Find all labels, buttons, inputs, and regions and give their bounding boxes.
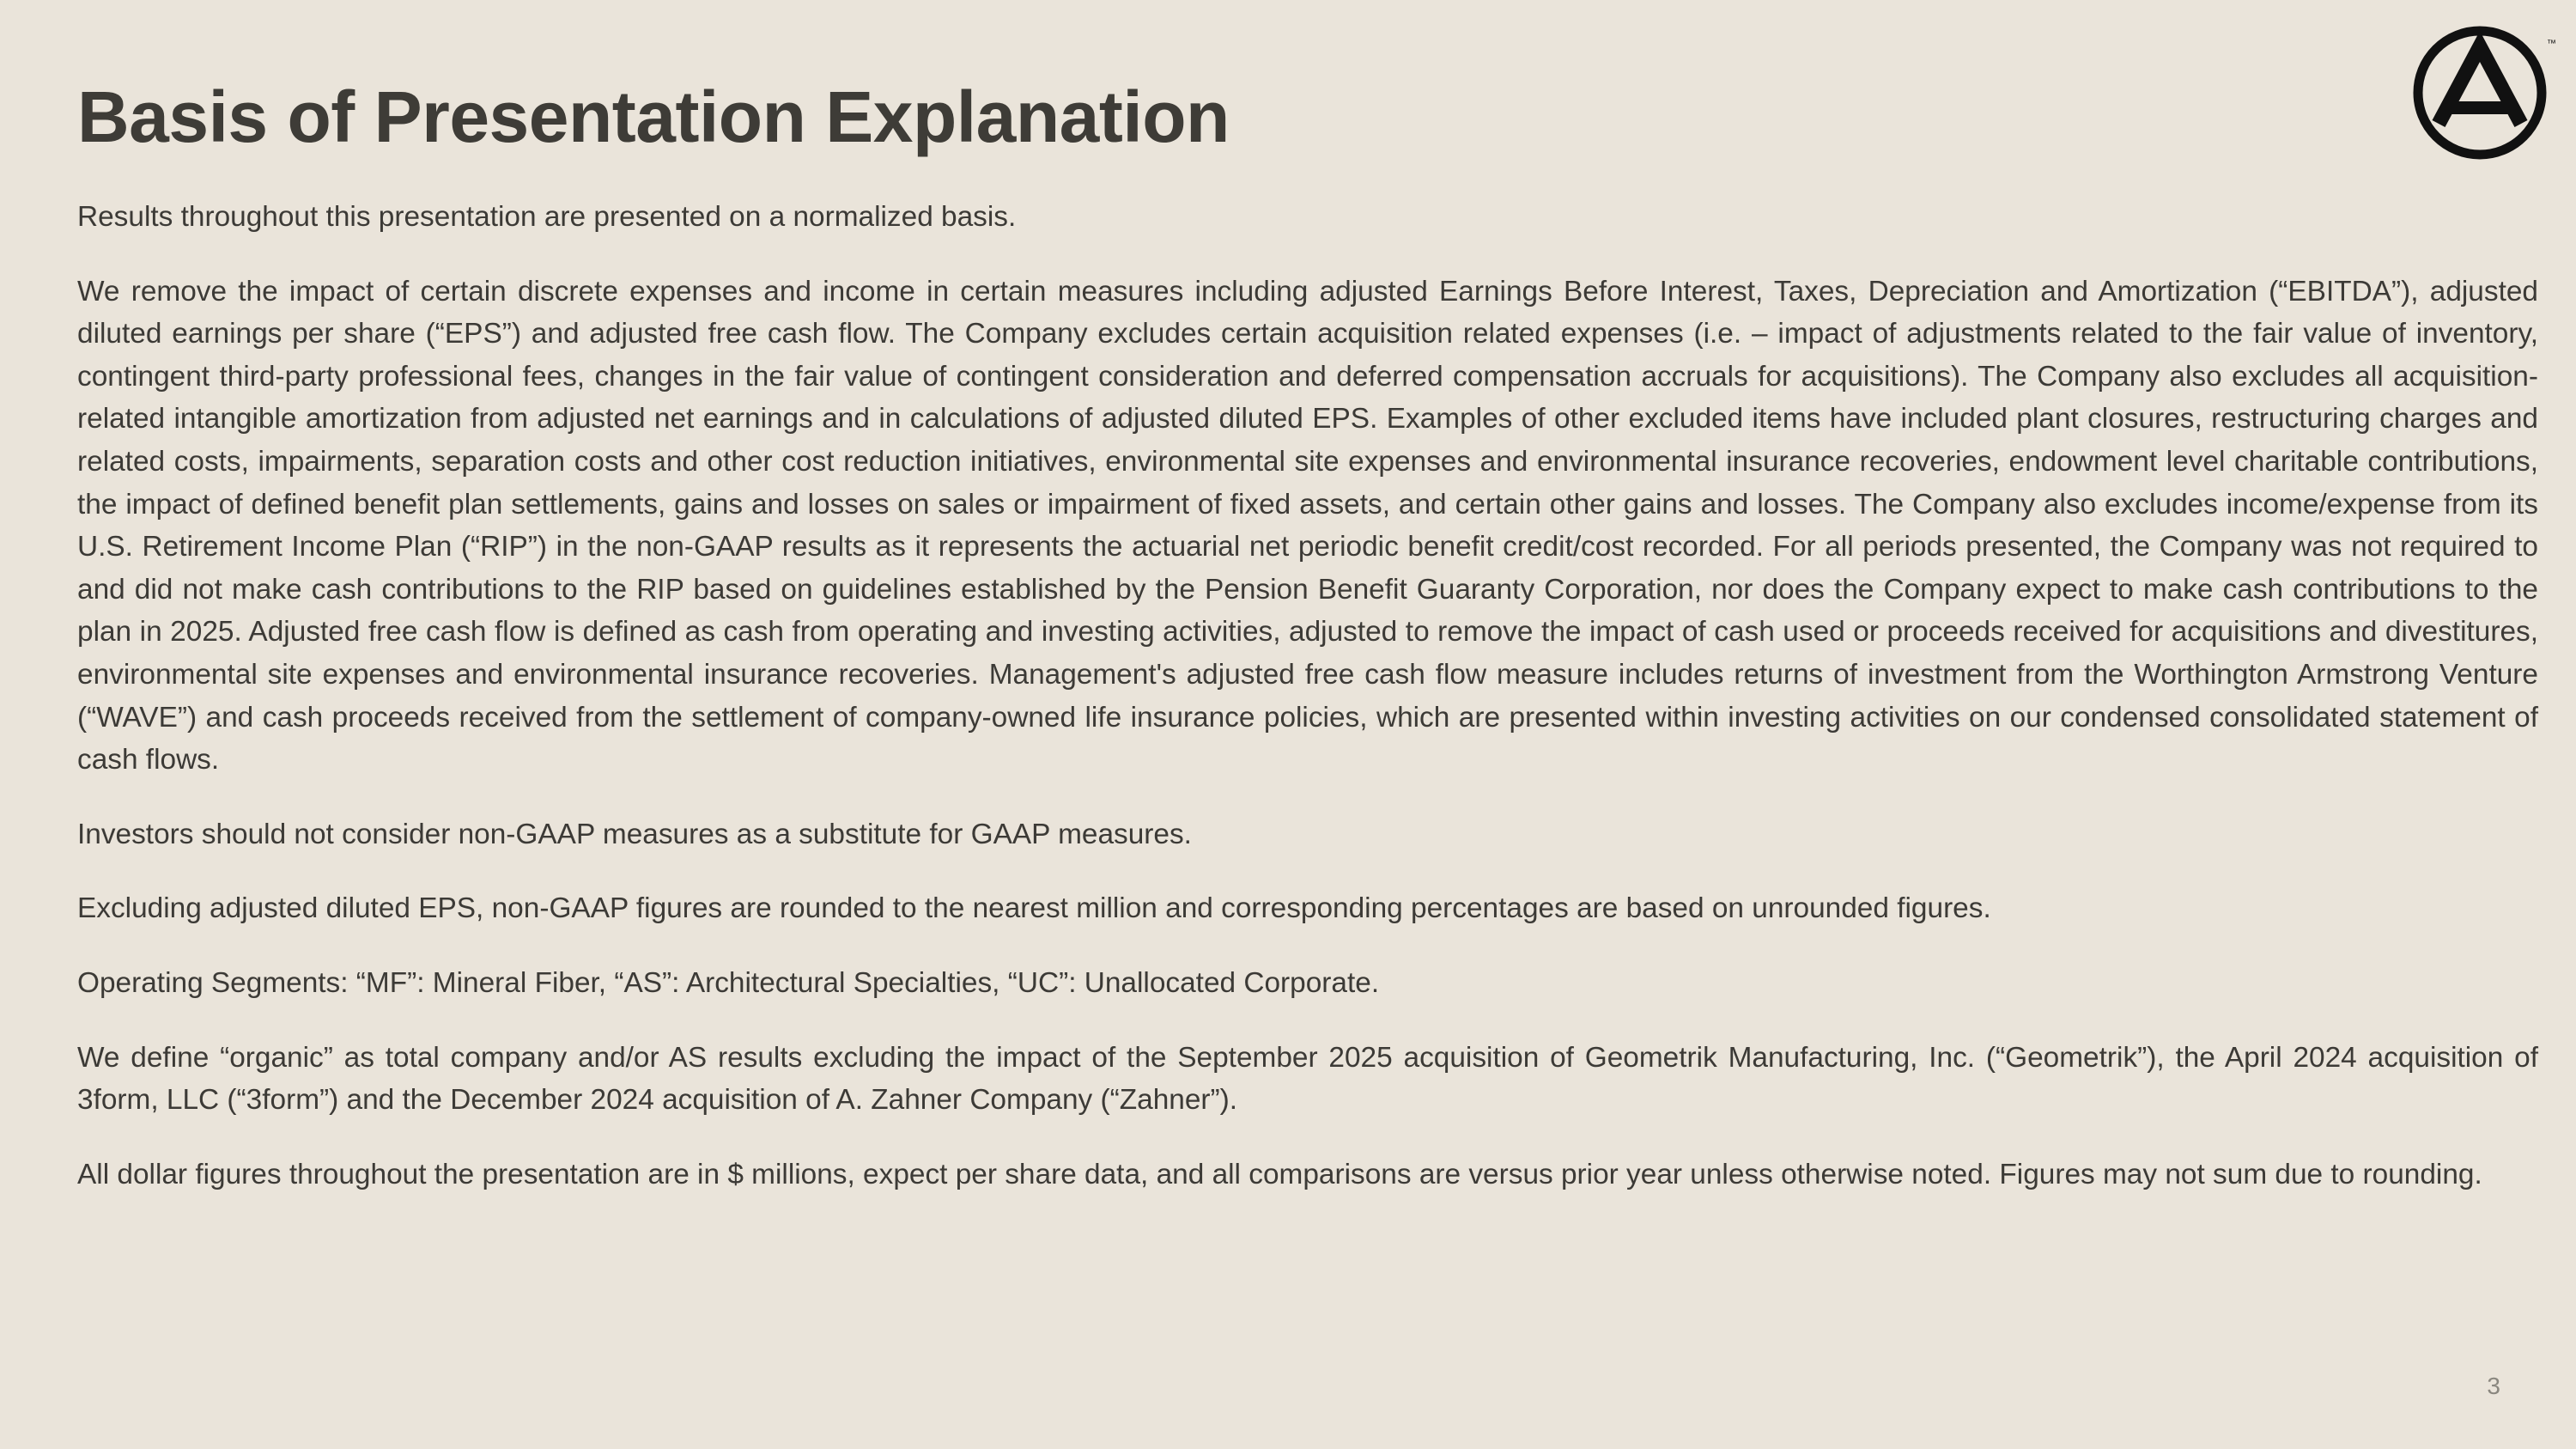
slide-title: Basis of Presentation Explanation bbox=[77, 76, 1230, 157]
paragraph-operating-segments: Operating Segments: “MF”: Mineral Fiber, “AS”: Architectural Specialties, “UC”: Unallocated Corporate. bbox=[77, 966, 1380, 999]
paragraph-normalized-basis: Results throughout this presentation are presented on a normalized basis. bbox=[77, 201, 1017, 233]
trademark-symbol: ™ bbox=[2547, 39, 2556, 49]
page-number: 3 bbox=[2487, 1373, 2500, 1399]
slide-body bbox=[77, 196, 2538, 1227]
company-logo-icon bbox=[2411, 21, 2557, 167]
paragraph-dollar-figures: All dollar figures throughout the presentation are in $ millions, expect per share data, and all comparisons are versus prior year unless otherwise noted. Figures may not sum due to rounding. bbox=[77, 1158, 2482, 1190]
paragraph-gaap-substitute: Investors should not consider non-GAAP measures as a substitute for GAAP measures. bbox=[77, 818, 1192, 850]
paragraph-non-gaap-adjustments: We remove the impact of certain discrete expenses and income in certain measures including adjusted Earnings Before Interest, Taxes, Depreciation and Amortization (“EBITDA”), adjusted diluted earnings per share (“EPS”) and adjusted free cash flow. The Company excludes certain acquisition related expenses (i.e. – impact of adjustments related to the fair value of inventory, contingent third-party professional fees, changes in the fair value of contingent consideration and deferred compensation accruals for acquisitions). The Company also excludes all acquisition-related intangible amortization from adjusted net earnings and in calculations of adjusted diluted EPS. Examples of other excluded items have included plant closures, restructuring charges and related costs, impairments, separation costs and other cost reduction initiatives, environmental site expenses and environmental insurance recoveries, endowment level charitable contributions, the impact of defined benefit plan settlements, gains and losses on sales or impairment of fixed assets, and certain other gains and losses. The Company also excludes income/expense from its U.S. Retirement Income Plan (“RIP”) in the non-GAAP results as it represents the actuarial net periodic benefit credit/cost recorded. For all periods presented, the Company was not required to and did not make cash contributions to the RIP based on guidelines established by the Pension Benefit Guaranty Corporation, nor does the Company expect to make cash contributions to the plan in 2025. Adjusted free cash flow is defined as cash from operating and investing activities, adjusted to remove the impact of cash used or proceeds received for acquisitions and divestitures, environmental site expenses and environmental insurance recoveries. Management's adjusted free cash flow measure includes returns of investment from the Worthington Armstrong Venture (“WAVE”) and cash proceeds received from the settlement of company-owned life insurance policies, which are presented within investing activities on our condensed consolidated statement of cash flows. bbox=[77, 275, 2538, 776]
paragraph-rounding: Excluding adjusted diluted EPS, non-GAAP figures are rounded to the nearest million and corresponding percentages are based on unrounded figures. bbox=[77, 892, 1991, 925]
paragraph-organic-definition: We define “organic” as total company and/or AS results excluding the impact of the September 2025 acquisition of Geometrik Manufacturing, Inc. (“Geometrik”), the April 2024 acquisition of 3form, LLC (“3form”) and the December 2024 acquisition of A. Zahner Company (“Zahner”). bbox=[77, 1041, 2538, 1117]
